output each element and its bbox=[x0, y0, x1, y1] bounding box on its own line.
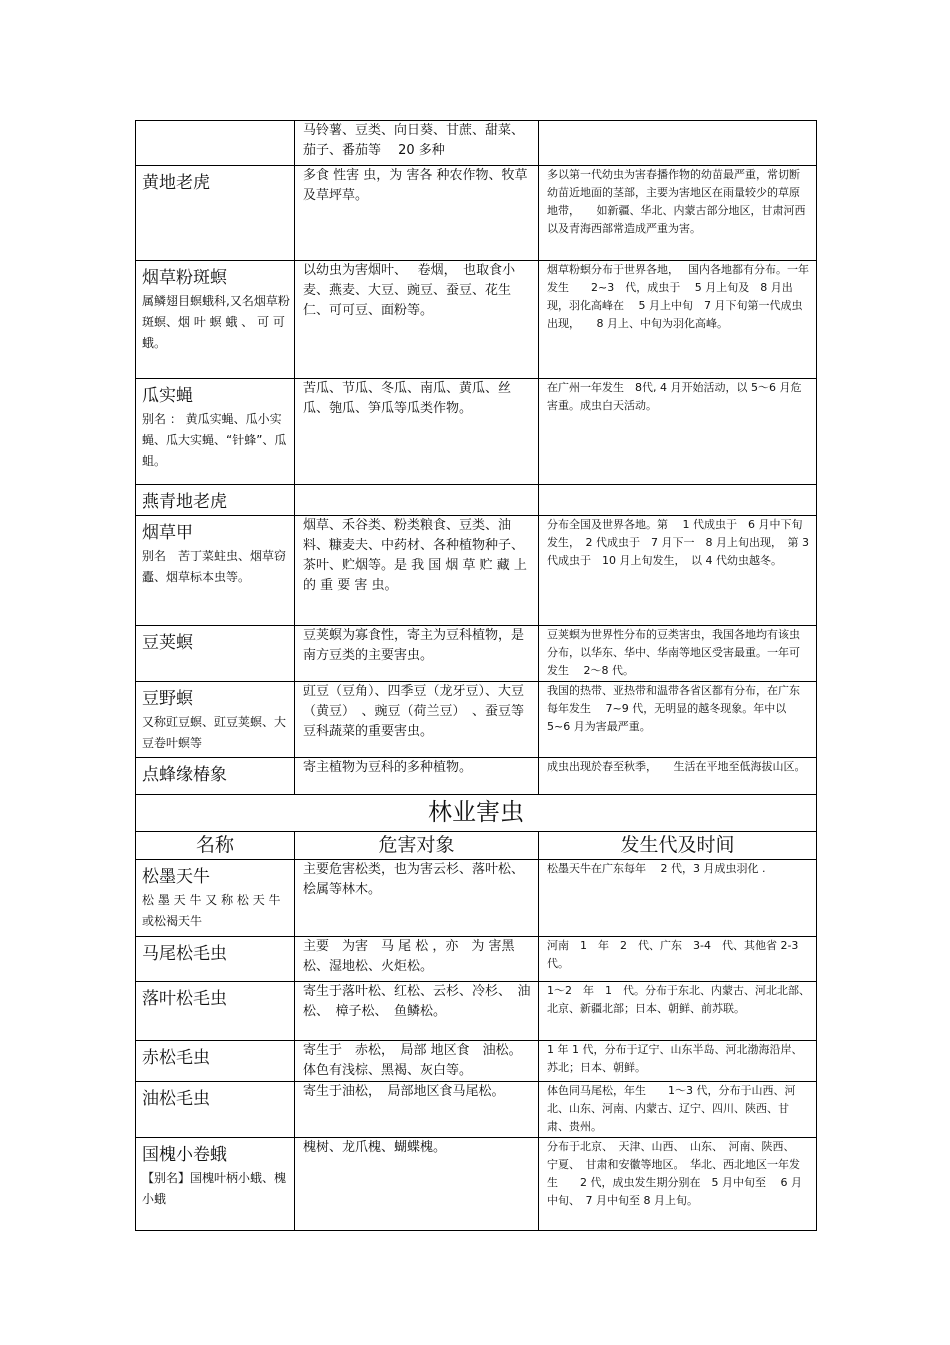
table-row bbox=[136, 166, 817, 261]
occurrence-cell: 1～2 年 1 代。分布于东北、内蒙古、河北北部、北京、新疆北部；日本、朝鲜、前苏联。 bbox=[539, 982, 817, 1041]
header-target: 危害对象 bbox=[295, 832, 539, 860]
target-cell: 豇豆（豆角）、四季豆（龙牙豆）、大豆（黄豆） 、豌豆（荷兰豆） 、蚕豆等豆科蔬菜的重要害虫。 bbox=[295, 682, 539, 758]
table-row bbox=[136, 516, 817, 626]
table-row bbox=[136, 682, 817, 758]
target-cell: 寄生于油松， 局部地区食马尾松。 bbox=[295, 1082, 539, 1138]
occurrence-cell: 松墨天牛在广东每年 2 代，3 月成虫羽化 . bbox=[539, 860, 817, 937]
name-cell: 点蜂缘椿象 bbox=[136, 758, 295, 795]
target-cell bbox=[295, 485, 539, 516]
table-row bbox=[136, 758, 817, 795]
name-cell: 黄地老虎 bbox=[136, 166, 295, 261]
name-cell: 烟草甲 别名 苦丁菜蛀虫、烟草窃蠹、烟草标本虫等。 bbox=[136, 516, 295, 626]
target-cell: 寄生于落叶松、红松、云杉、冷杉、 油松、 樟子松、 鱼鳞松。 bbox=[295, 982, 539, 1041]
name-cell: 豆野螟 又称豇豆螟、豇豆荚螟、大豆卷叶螟等 bbox=[136, 682, 295, 758]
table-row bbox=[136, 982, 817, 1041]
target-cell: 以幼虫为害烟叶、 卷烟， 也取食小麦、燕麦、大豆、豌豆、蚕豆、花生仁、可可豆、面粉等。 bbox=[295, 261, 539, 379]
table-row bbox=[136, 121, 817, 166]
target-cell: 多食 性害 虫，为 害各 种农作物、牧草及草坪草。 bbox=[295, 166, 539, 261]
target-cell: 豆荚螟为寡食性，寄主为豆科植物，是南方豆类的主要害虫。 bbox=[295, 626, 539, 682]
name-cell bbox=[136, 121, 295, 166]
target-cell: 槐树、龙爪槐、蝴蝶槐。 bbox=[295, 1138, 539, 1231]
table-row bbox=[136, 1138, 817, 1231]
occurrence-cell: 1 年 1 代，分布于辽宁、山东半岛、河北渤海沿岸、苏北；日本、朝鲜。 bbox=[539, 1041, 817, 1082]
occurrence-cell: 烟草粉螟分布于世界各地， 国内各地都有分布。一年发生 2~3 代，成虫于 5 月上旬及 8 月出现，羽化高峰在 5 月上中旬 7 月下旬第一代成虫出现， 8 月上、中旬为羽化高峰。 bbox=[539, 261, 817, 379]
header-name: 名称 bbox=[136, 832, 295, 860]
occurrence-cell: 河南 1 年 2 代、广东 3-4 代、其他省 2-3 代。 bbox=[539, 937, 817, 982]
header-occurrence: 发生代及时间 bbox=[539, 832, 817, 860]
occurrence-cell: 体色同马尾松，年生 1～3 代，分布于山西、河北、山东、河南、内蒙古、辽宁、四川、陕西、甘肃、贵州。 bbox=[539, 1082, 817, 1138]
header-row bbox=[136, 832, 817, 860]
target-cell: 马铃薯、豆类、向日葵、甘蔗、甜菜、茄子、番茄等 20 多种 bbox=[295, 121, 539, 166]
table-row bbox=[136, 261, 817, 379]
occurrence-cell: 豆荚螟为世界性分布的豆类害虫，我国各地均有该虫分布，以华东、华中、华南等地区受害最重。一年可发生 2～8 代。 bbox=[539, 626, 817, 682]
target-cell: 主要 为害 马 尾 松 ，亦 为 害黑松、湿地松、火炬松。 bbox=[295, 937, 539, 982]
section-title: 林业害虫 bbox=[136, 795, 817, 832]
occurrence-cell: 在广州一年发生 8代, 4 月开始活动，以 5～6 月危害重。成虫白天活动。 bbox=[539, 379, 817, 485]
table-row bbox=[136, 485, 817, 516]
table-row bbox=[136, 626, 817, 682]
occurrence-cell: 成虫出现於春至秋季， 生活在平地至低海拔山区。 bbox=[539, 758, 817, 795]
name-cell: 豆荚螟 bbox=[136, 626, 295, 682]
name-cell: 松墨天牛 松 墨 天 牛 又 称 松 天 牛或松褐天牛 bbox=[136, 860, 295, 937]
target-cell: 寄生于 赤松， 局部 地区食 油松。体色有浅棕、黑褐、灰白等。 bbox=[295, 1041, 539, 1082]
occurrence-cell: 多以第一代幼虫为害春播作物的幼苗最严重，常切断幼苗近地面的茎部，主要为害地区在雨量较少的草原地带， 如新疆、华北、内蒙古部分地区，甘肃河西以及青海西部常造成严重为害。 bbox=[539, 166, 817, 261]
occurrence-cell bbox=[539, 485, 817, 516]
name-cell: 赤松毛虫 bbox=[136, 1041, 295, 1082]
target-cell: 寄主植物为豆科的多种植物。 bbox=[295, 758, 539, 795]
name-cell: 瓜实蝇 别名 ： 黄瓜实蝇、瓜小实蝇、瓜大实蝇、“针蜂”、瓜蛆。 bbox=[136, 379, 295, 485]
pest-table bbox=[135, 120, 817, 1231]
occurrence-cell: 我国的热带、亚热带和温带各省区都有分布，在广东每年发生 7~9 代，无明显的越冬现象。年中以 5~6 月为害最严重。 bbox=[539, 682, 817, 758]
target-cell: 主要危害松类，也为害云杉、落叶松、桧属等林木。 bbox=[295, 860, 539, 937]
name-cell: 落叶松毛虫 bbox=[136, 982, 295, 1041]
name-cell: 国槐小卷蛾 【别名】国槐叶柄小蛾、槐小蛾 bbox=[136, 1138, 295, 1231]
name-cell: 马尾松毛虫 bbox=[136, 937, 295, 982]
table-row bbox=[136, 937, 817, 982]
name-cell: 油松毛虫 bbox=[136, 1082, 295, 1138]
table-row bbox=[136, 379, 817, 485]
name-cell: 烟草粉斑螟 属鳞翅目螟蛾科,又名烟草粉斑螟、烟 叶 螟 蛾 、 可 可 蛾。 bbox=[136, 261, 295, 379]
occurrence-cell: 分布于北京、 天津、山西、 山东、 河南、陕西、 宁夏、 甘肃和安徽等地区。 华北、西北地区一年发生 2 代，成虫发生期分别在 5 月中旬至 6 月中旬、 7 月中旬至 8 月上旬。 bbox=[539, 1138, 817, 1231]
occurrence-cell: 分布全国及世界各地。第 1 代成虫于 6 月中下旬发生， 2 代成虫于 7 月下一 8 月上旬出现， 第 3 代成虫于 10 月上旬发生， 以 4 代幼虫越冬。 bbox=[539, 516, 817, 626]
section-row bbox=[136, 795, 817, 832]
table-row bbox=[136, 1041, 817, 1082]
table-row bbox=[136, 1082, 817, 1138]
name-cell: 燕青地老虎 bbox=[136, 485, 295, 516]
occurrence-cell bbox=[539, 121, 817, 166]
target-cell: 烟草、禾谷类、粉类粮食、豆类、油料、糠麦夫、中药材、各种植物种子、茶叶、贮烟等。是 我 国 烟 草 贮 藏 上 的 重 要 害 虫。 bbox=[295, 516, 539, 626]
target-cell: 苦瓜、节瓜、冬瓜、南瓜、黄瓜、丝瓜、匏瓜、笋瓜等瓜类作物。 bbox=[295, 379, 539, 485]
table-row bbox=[136, 860, 817, 937]
